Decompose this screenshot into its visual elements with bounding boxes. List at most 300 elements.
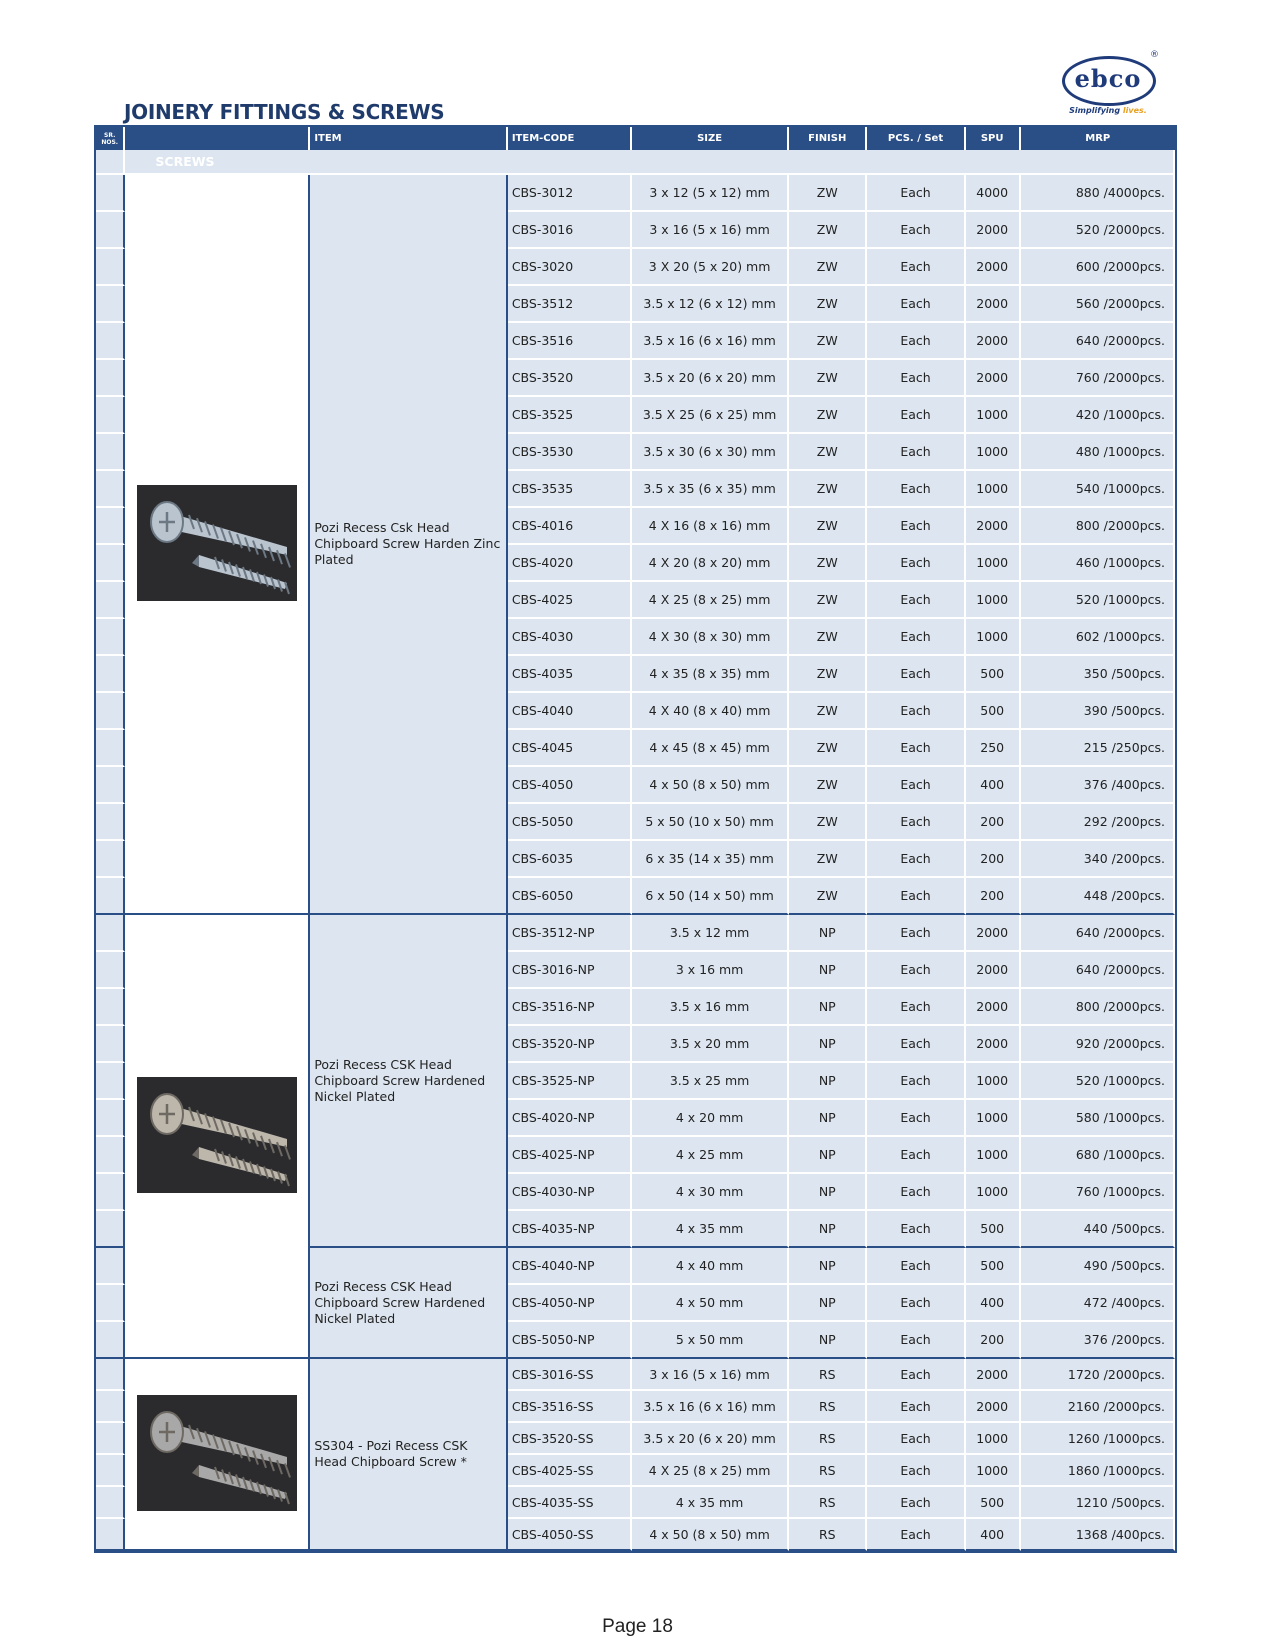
item-size: 4 X 40 (8 x 40) mm	[632, 693, 790, 730]
item-pcs: Each	[867, 508, 966, 545]
item-size: 6 x 35 (14 x 35) mm	[632, 841, 790, 878]
item-spu: 1000	[966, 619, 1021, 656]
item-spu: 2000	[966, 915, 1021, 952]
item-spu: 200	[966, 1322, 1021, 1359]
brand-logo	[1058, 50, 1158, 120]
item-pcs: Each	[867, 397, 966, 434]
item-size: 3.5 x 16 (6 x 16) mm	[632, 323, 790, 360]
item-finish: ZW	[789, 841, 867, 878]
item-pcs: Each	[867, 1519, 966, 1551]
item-mrp: 600 /2000pcs.	[1021, 249, 1176, 286]
item-finish: ZW	[789, 878, 867, 915]
item-pcs: Each	[867, 915, 966, 952]
registered-mark-icon: ®	[1150, 50, 1159, 60]
item-pcs: Each	[867, 1026, 966, 1063]
item-code: CBS-3016	[508, 212, 632, 249]
screw-photo-icon	[137, 1077, 297, 1193]
item-spu: 2000	[966, 323, 1021, 360]
item-size: 4 X 30 (8 x 30) mm	[632, 619, 790, 656]
item-pcs: Each	[867, 1487, 966, 1519]
item-size: 3.5 X 25 (6 x 25) mm	[632, 397, 790, 434]
item-code: CBS-4035-NP	[508, 1211, 632, 1248]
sr-cell	[96, 1359, 125, 1391]
page-title: JOINERY FITTINGS & SCREWS	[124, 100, 445, 124]
item-mrp: 2160 /2000pcs.	[1021, 1391, 1176, 1423]
item-pcs: Each	[867, 767, 966, 804]
item-code: CBS-3525-NP	[508, 1063, 632, 1100]
item-size: 3.5 x 20 mm	[632, 1026, 790, 1063]
item-description: SS304 - Pozi Recess CSK Head Chipboard Screw *	[310, 1359, 508, 1551]
col-code: ITEM-CODE	[508, 127, 632, 150]
item-mrp: 460 /1000pcs.	[1021, 545, 1176, 582]
col-pcs: PCS. / Set	[867, 127, 966, 150]
sr-cell	[96, 767, 125, 804]
item-spu: 2000	[966, 249, 1021, 286]
sr-cell	[96, 989, 125, 1026]
item-code: CBS-4050-SS	[508, 1519, 632, 1551]
item-spu: 1000	[966, 434, 1021, 471]
item-pcs: Each	[867, 286, 966, 323]
item-finish: ZW	[789, 804, 867, 841]
item-spu: 2000	[966, 360, 1021, 397]
item-code: CBS-5050	[508, 804, 632, 841]
item-code: CBS-4020	[508, 545, 632, 582]
item-size: 4 x 50 mm	[632, 1285, 790, 1322]
item-code: CBS-3520-NP	[508, 1026, 632, 1063]
item-code: CBS-5050-NP	[508, 1322, 632, 1359]
item-finish: ZW	[789, 286, 867, 323]
item-code: CBS-4025	[508, 582, 632, 619]
item-finish: NP	[789, 1063, 867, 1100]
item-spu: 1000	[966, 471, 1021, 508]
item-mrp: 800 /2000pcs.	[1021, 989, 1176, 1026]
item-pcs: Each	[867, 656, 966, 693]
screw-photo-icon	[137, 1395, 297, 1511]
item-mrp: 350 /500pcs.	[1021, 656, 1176, 693]
item-spu: 200	[966, 878, 1021, 915]
sr-cell	[96, 1211, 125, 1248]
item-code: CBS-4020-NP	[508, 1100, 632, 1137]
sr-cell	[96, 1137, 125, 1174]
item-mrp: 420 /1000pcs.	[1021, 397, 1176, 434]
item-finish: NP	[789, 915, 867, 952]
sr-cell	[96, 249, 125, 286]
section-row	[96, 150, 1175, 175]
sr-cell	[96, 582, 125, 619]
item-pcs: Each	[867, 1100, 966, 1137]
item-code: CBS-4040-NP	[508, 1248, 632, 1285]
item-size: 4 x 35 mm	[632, 1487, 790, 1519]
item-pcs: Each	[867, 212, 966, 249]
item-spu: 2000	[966, 508, 1021, 545]
item-code: CBS-4045	[508, 730, 632, 767]
item-size: 4 X 16 (8 x 16) mm	[632, 508, 790, 545]
item-mrp: 480 /1000pcs.	[1021, 434, 1176, 471]
item-finish: NP	[789, 1100, 867, 1137]
item-pcs: Each	[867, 582, 966, 619]
item-size: 3 x 16 (5 x 16) mm	[632, 1359, 790, 1391]
sr-cell	[96, 175, 125, 212]
item-mrp: 340 /200pcs.	[1021, 841, 1176, 878]
item-code: CBS-4025-NP	[508, 1137, 632, 1174]
item-size: 3.5 x 16 (6 x 16) mm	[632, 1391, 790, 1423]
item-spu: 2000	[966, 212, 1021, 249]
sr-cell	[96, 545, 125, 582]
sr-cell	[96, 656, 125, 693]
item-code: CBS-4030	[508, 619, 632, 656]
item-pcs: Each	[867, 1137, 966, 1174]
table-row	[96, 175, 1175, 212]
item-finish: ZW	[789, 434, 867, 471]
sr-cell	[96, 508, 125, 545]
item-mrp: 448 /200pcs.	[1021, 878, 1176, 915]
item-spu: 200	[966, 804, 1021, 841]
item-code: CBS-3516	[508, 323, 632, 360]
item-mrp: 602 /1000pcs.	[1021, 619, 1176, 656]
sr-cell	[96, 1100, 125, 1137]
item-size: 4 x 35 (8 x 35) mm	[632, 656, 790, 693]
item-spu: 1000	[966, 1137, 1021, 1174]
item-code: CBS-4035	[508, 656, 632, 693]
item-code: CBS-3020	[508, 249, 632, 286]
item-spu: 500	[966, 656, 1021, 693]
product-image	[125, 1359, 310, 1551]
item-mrp: 520 /1000pcs.	[1021, 582, 1176, 619]
col-finish: FINISH	[789, 127, 867, 150]
item-finish: ZW	[789, 175, 867, 212]
item-finish: NP	[789, 1322, 867, 1359]
item-finish: RS	[789, 1455, 867, 1487]
sr-cell	[96, 1026, 125, 1063]
item-mrp: 440 /500pcs.	[1021, 1211, 1176, 1248]
item-code: CBS-4035-SS	[508, 1487, 632, 1519]
item-pcs: Each	[867, 1322, 966, 1359]
item-spu: 1000	[966, 397, 1021, 434]
item-spu: 1000	[966, 1455, 1021, 1487]
screw-photo-icon	[137, 485, 297, 601]
item-mrp: 472 /400pcs.	[1021, 1285, 1176, 1322]
item-code: CBS-3012	[508, 175, 632, 212]
col-item: ITEM	[310, 127, 508, 150]
item-finish: RS	[789, 1359, 867, 1391]
item-code: CBS-3530	[508, 434, 632, 471]
item-finish: ZW	[789, 471, 867, 508]
item-spu: 4000	[966, 175, 1021, 212]
item-pcs: Each	[867, 545, 966, 582]
item-spu: 1000	[966, 1423, 1021, 1455]
item-size: 4 X 25 (8 x 25) mm	[632, 582, 790, 619]
item-pcs: Each	[867, 175, 966, 212]
item-mrp: 376 /200pcs.	[1021, 1322, 1176, 1359]
item-size: 5 x 50 mm	[632, 1322, 790, 1359]
item-finish: ZW	[789, 212, 867, 249]
item-size: 3 X 20 (5 x 20) mm	[632, 249, 790, 286]
item-mrp: 560 /2000pcs.	[1021, 286, 1176, 323]
item-description: Pozi Recess Csk Head Chipboard Screw Harden Zinc Plated	[310, 175, 508, 915]
item-mrp: 1260 /1000pcs.	[1021, 1423, 1176, 1455]
item-mrp: 376 /400pcs.	[1021, 767, 1176, 804]
sr-cell	[96, 1391, 125, 1423]
item-finish: ZW	[789, 767, 867, 804]
item-size: 4 x 35 mm	[632, 1211, 790, 1248]
sr-cell	[96, 1063, 125, 1100]
item-code: CBS-4025-SS	[508, 1455, 632, 1487]
item-pcs: Each	[867, 989, 966, 1026]
item-finish: NP	[789, 1137, 867, 1174]
item-spu: 2000	[966, 1359, 1021, 1391]
item-mrp: 760 /1000pcs.	[1021, 1174, 1176, 1211]
item-mrp: 640 /2000pcs.	[1021, 323, 1176, 360]
sr-cell	[96, 730, 125, 767]
item-pcs: Each	[867, 1455, 966, 1487]
item-description: Pozi Recess CSK Head Chipboard Screw Hardened Nickel Plated	[310, 1248, 508, 1359]
item-mrp: 520 /1000pcs.	[1021, 1063, 1176, 1100]
item-spu: 2000	[966, 1391, 1021, 1423]
item-finish: NP	[789, 1211, 867, 1248]
item-spu: 1000	[966, 582, 1021, 619]
item-finish: ZW	[789, 360, 867, 397]
item-pcs: Each	[867, 804, 966, 841]
item-finish: ZW	[789, 656, 867, 693]
item-finish: ZW	[789, 619, 867, 656]
item-code: CBS-4050-NP	[508, 1285, 632, 1322]
item-spu: 500	[966, 1487, 1021, 1519]
item-size: 4 X 25 (8 x 25) mm	[632, 1455, 790, 1487]
item-finish: NP	[789, 952, 867, 989]
item-mrp: 920 /2000pcs.	[1021, 1026, 1176, 1063]
item-spu: 1000	[966, 1063, 1021, 1100]
item-pcs: Each	[867, 249, 966, 286]
col-sr: SR. NOS.	[96, 127, 125, 150]
col-image	[125, 127, 310, 150]
section-spacer	[96, 150, 125, 175]
item-code: CBS-3516-NP	[508, 989, 632, 1026]
sr-cell	[96, 212, 125, 249]
item-finish: ZW	[789, 730, 867, 767]
item-pcs: Each	[867, 471, 966, 508]
sr-cell	[96, 1519, 125, 1551]
item-size: 3.5 x 20 (6 x 20) mm	[632, 360, 790, 397]
item-spu: 1000	[966, 1100, 1021, 1137]
item-code: CBS-3512	[508, 286, 632, 323]
item-spu: 2000	[966, 952, 1021, 989]
logo-tagline	[1058, 106, 1158, 115]
item-finish: ZW	[789, 323, 867, 360]
item-code: CBS-3520-SS	[508, 1423, 632, 1455]
item-size: 4 X 20 (8 x 20) mm	[632, 545, 790, 582]
item-finish: NP	[789, 1248, 867, 1285]
item-pcs: Each	[867, 878, 966, 915]
item-size: 3.5 x 20 (6 x 20) mm	[632, 1423, 790, 1455]
item-spu: 250	[966, 730, 1021, 767]
table-row	[96, 1359, 1175, 1391]
item-code: CBS-4050	[508, 767, 632, 804]
item-pcs: Each	[867, 323, 966, 360]
item-mrp: 1720 /2000pcs.	[1021, 1359, 1176, 1391]
sr-cell	[96, 693, 125, 730]
item-pcs: Each	[867, 730, 966, 767]
sr-cell	[96, 1322, 125, 1359]
page-number: Page 18	[602, 1616, 673, 1637]
sr-cell	[96, 1423, 125, 1455]
item-mrp: 800 /2000pcs.	[1021, 508, 1176, 545]
item-size: 3 x 12 (5 x 12) mm	[632, 175, 790, 212]
sr-cell	[96, 619, 125, 656]
item-finish: ZW	[789, 582, 867, 619]
table-header-row	[96, 127, 1175, 150]
item-pcs: Each	[867, 1211, 966, 1248]
item-finish: RS	[789, 1487, 867, 1519]
price-table	[94, 125, 1177, 1553]
product-image	[125, 915, 310, 1359]
item-pcs: Each	[867, 693, 966, 730]
item-code: CBS-6035	[508, 841, 632, 878]
item-code: CBS-3016-SS	[508, 1359, 632, 1391]
table-row	[96, 915, 1175, 952]
item-spu: 2000	[966, 1026, 1021, 1063]
item-pcs: Each	[867, 1391, 966, 1423]
sr-cell	[96, 1174, 125, 1211]
item-finish: ZW	[789, 397, 867, 434]
col-spu: SPU	[966, 127, 1021, 150]
item-size: 4 x 50 (8 x 50) mm	[632, 1519, 790, 1551]
sr-cell	[96, 841, 125, 878]
item-pcs: Each	[867, 619, 966, 656]
item-spu: 200	[966, 841, 1021, 878]
sr-cell	[96, 952, 125, 989]
item-size: 3.5 x 12 (6 x 12) mm	[632, 286, 790, 323]
item-mrp: 490 /500pcs.	[1021, 1248, 1176, 1285]
item-size: 3 x 16 (5 x 16) mm	[632, 212, 790, 249]
item-pcs: Each	[867, 952, 966, 989]
item-size: 3.5 x 16 mm	[632, 989, 790, 1026]
item-size: 3.5 x 35 (6 x 35) mm	[632, 471, 790, 508]
item-finish: RS	[789, 1423, 867, 1455]
item-pcs: Each	[867, 841, 966, 878]
sr-cell	[96, 323, 125, 360]
item-code: CBS-3520	[508, 360, 632, 397]
sr-cell	[96, 878, 125, 915]
tagline-b: lives.	[1122, 106, 1147, 115]
section-title: SCREWS	[125, 150, 1175, 175]
item-mrp: 1368 /400pcs.	[1021, 1519, 1176, 1551]
item-size: 5 x 50 (10 x 50) mm	[632, 804, 790, 841]
item-size: 3.5 x 30 (6 x 30) mm	[632, 434, 790, 471]
item-spu: 400	[966, 1285, 1021, 1322]
item-code: CBS-3525	[508, 397, 632, 434]
item-pcs: Each	[867, 1248, 966, 1285]
sr-cell	[96, 360, 125, 397]
item-finish: RS	[789, 1391, 867, 1423]
item-mrp: 880 /4000pcs.	[1021, 175, 1176, 212]
sr-cell	[96, 804, 125, 841]
item-pcs: Each	[867, 1063, 966, 1100]
item-finish: NP	[789, 1285, 867, 1322]
item-spu: 400	[966, 1519, 1021, 1551]
item-pcs: Each	[867, 1174, 966, 1211]
item-mrp: 760 /2000pcs.	[1021, 360, 1176, 397]
item-size: 6 x 50 (14 x 50) mm	[632, 878, 790, 915]
item-size: 4 x 25 mm	[632, 1137, 790, 1174]
item-mrp: 580 /1000pcs.	[1021, 1100, 1176, 1137]
item-pcs: Each	[867, 1285, 966, 1322]
item-size: 4 x 50 (8 x 50) mm	[632, 767, 790, 804]
item-finish: ZW	[789, 249, 867, 286]
item-mrp: 680 /1000pcs.	[1021, 1137, 1176, 1174]
sr-cell	[96, 397, 125, 434]
item-mrp: 390 /500pcs.	[1021, 693, 1176, 730]
sr-cell	[96, 286, 125, 323]
item-spu: 400	[966, 767, 1021, 804]
sr-cell	[96, 1248, 125, 1285]
item-size: 4 x 30 mm	[632, 1174, 790, 1211]
item-finish: ZW	[789, 545, 867, 582]
item-mrp: 640 /2000pcs.	[1021, 915, 1176, 952]
sr-cell	[96, 471, 125, 508]
logo-text: ebco	[1074, 64, 1142, 93]
sr-cell	[96, 1455, 125, 1487]
sr-cell	[96, 434, 125, 471]
item-mrp: 640 /2000pcs.	[1021, 952, 1176, 989]
item-mrp: 1210 /500pcs.	[1021, 1487, 1176, 1519]
item-code: CBS-4040	[508, 693, 632, 730]
sr-cell	[96, 915, 125, 952]
col-size: SIZE	[632, 127, 790, 150]
item-size: 3.5 x 12 mm	[632, 915, 790, 952]
product-image	[125, 175, 310, 915]
item-finish: NP	[789, 1026, 867, 1063]
item-code: CBS-3516-SS	[508, 1391, 632, 1423]
item-size: 4 x 20 mm	[632, 1100, 790, 1137]
item-mrp: 292 /200pcs.	[1021, 804, 1176, 841]
item-spu: 2000	[966, 286, 1021, 323]
item-code: CBS-4030-NP	[508, 1174, 632, 1211]
item-pcs: Each	[867, 1359, 966, 1391]
item-mrp: 215 /250pcs.	[1021, 730, 1176, 767]
item-size: 4 x 45 (8 x 45) mm	[632, 730, 790, 767]
item-spu: 1000	[966, 1174, 1021, 1211]
item-code: CBS-3512-NP	[508, 915, 632, 952]
item-mrp: 1860 /1000pcs.	[1021, 1455, 1176, 1487]
tagline-a: Simplifying	[1069, 106, 1121, 115]
item-spu: 500	[966, 693, 1021, 730]
item-pcs: Each	[867, 1423, 966, 1455]
item-spu: 500	[966, 1211, 1021, 1248]
item-mrp: 520 /2000pcs.	[1021, 212, 1176, 249]
item-mrp: 540 /1000pcs.	[1021, 471, 1176, 508]
item-spu: 2000	[966, 989, 1021, 1026]
item-code: CBS-3535	[508, 471, 632, 508]
col-mrp: MRP	[1021, 127, 1176, 150]
item-finish: RS	[789, 1519, 867, 1551]
sr-cell	[96, 1487, 125, 1519]
item-finish: ZW	[789, 693, 867, 730]
item-code: CBS-4016	[508, 508, 632, 545]
item-spu: 500	[966, 1248, 1021, 1285]
sr-cell	[96, 1285, 125, 1322]
item-code: CBS-6050	[508, 878, 632, 915]
item-size: 4 x 40 mm	[632, 1248, 790, 1285]
item-pcs: Each	[867, 434, 966, 471]
item-finish: NP	[789, 989, 867, 1026]
item-size: 3 x 16 mm	[632, 952, 790, 989]
item-finish: NP	[789, 1174, 867, 1211]
item-finish: ZW	[789, 508, 867, 545]
item-description: Pozi Recess CSK Head Chipboard Screw Hardened Nickel Plated	[310, 915, 508, 1248]
item-code: CBS-3016-NP	[508, 952, 632, 989]
item-size: 3.5 x 25 mm	[632, 1063, 790, 1100]
item-pcs: Each	[867, 360, 966, 397]
